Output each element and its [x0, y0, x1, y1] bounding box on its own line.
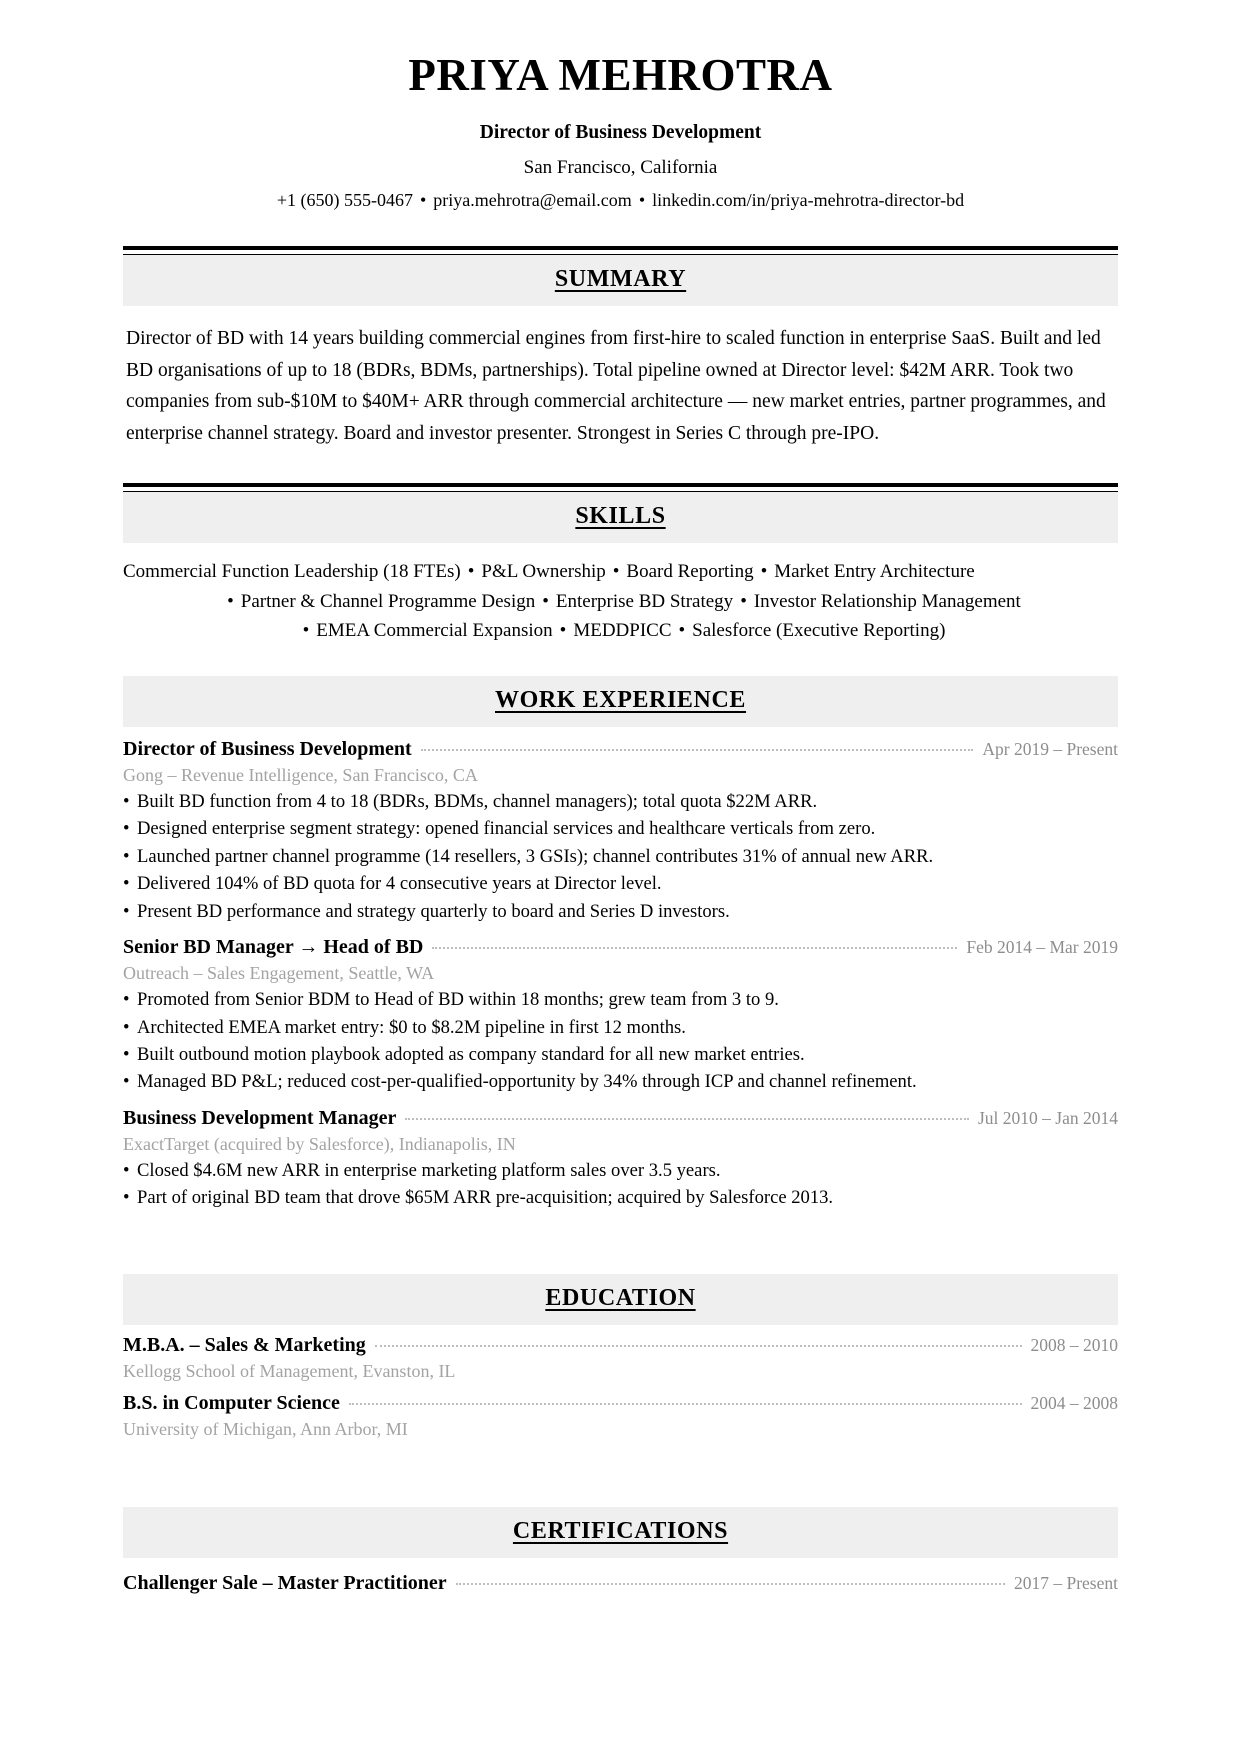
- dotted-leader: [432, 946, 957, 949]
- section-heading-summary: [123, 255, 1118, 306]
- experience-bullet: • Present BD performance and strategy quarterly to board and Series D investors.: [123, 899, 1118, 925]
- education-entry-header: [123, 1334, 1118, 1357]
- skill-separator: •: [467, 561, 475, 583]
- section-title-text: EDUCATION: [545, 1284, 696, 1311]
- skill-item: Market Entry Architecture: [774, 561, 975, 583]
- education-entry-header: [123, 1392, 1118, 1415]
- section-skills: [123, 483, 1118, 645]
- skill-item: Investor Relationship Management: [753, 590, 1021, 612]
- contact-separator-2: •: [638, 190, 646, 211]
- section-heading-skills: [123, 492, 1118, 543]
- dotted-leader: [421, 748, 974, 751]
- experience-company-location: Gong – Revenue Intelligence, San Francisco, CA: [123, 764, 478, 785]
- certification-entry-header: [123, 1572, 1118, 1595]
- experience-bullet-list: [123, 789, 1118, 925]
- section-heading-certifications: [123, 1507, 1118, 1558]
- section-title-text: SKILLS: [575, 503, 666, 530]
- section-title-text: SUMMARY: [554, 266, 687, 293]
- experience-bullet: • Closed $4.6M new ARR in enterprise marketing platform sales over 3.5 years.: [123, 1158, 1118, 1184]
- experience-job-title: Business Development Manager: [123, 1106, 397, 1129]
- education-degree: B.S. in Computer Science: [123, 1392, 340, 1415]
- skill-item: MEDDPICC: [573, 620, 672, 642]
- experience-date-range: Jul 2010 – Jan 2014: [978, 1107, 1118, 1128]
- section-title-text: WORK EXPERIENCE: [494, 686, 747, 713]
- experience-date-range: Feb 2014 – Mar 2019: [966, 936, 1118, 957]
- experience-bullet: • Architected EMEA market entry: $0 to $8.2M pipeline in first 12 months.: [123, 1015, 1118, 1041]
- experience-bullet: • Delivered 104% of BD quota for 4 consecutive years at Director level.: [123, 871, 1118, 897]
- education-entry: [123, 1334, 1118, 1383]
- skill-item: Commercial Function Leadership (18 FTEs): [123, 561, 461, 583]
- skill-item: Salesforce (Executive Reporting): [692, 620, 946, 642]
- skills-line: [123, 616, 1118, 645]
- education-entry: [123, 1392, 1118, 1441]
- contact-phone: +1 (650) 555-0467: [276, 190, 413, 211]
- candidate-location: San Francisco, California: [523, 156, 718, 178]
- skill-separator: •: [612, 561, 620, 583]
- education-degree: M.B.A. – Sales & Marketing: [123, 1333, 366, 1356]
- experience-bullet: • Built BD function from 4 to 18 (BDRs, BDMs, channel managers); total quota $22M ARR.: [123, 789, 1118, 815]
- experience-bullet-list: [123, 1158, 1118, 1212]
- skill-item: Board Reporting: [626, 561, 754, 583]
- dotted-leader: [405, 1117, 969, 1120]
- skill-item: P&L Ownership: [481, 561, 606, 583]
- experience-entry: [123, 738, 1118, 925]
- education-school-location: Kellogg School of Management, Evanston, IL: [123, 1360, 456, 1381]
- experience-entry-header: [123, 1107, 1118, 1130]
- dotted-leader: [456, 1582, 1005, 1585]
- experience-entry-header: [123, 936, 1118, 959]
- experience-entry-header: [123, 738, 1118, 761]
- education-date-range: 2004 – 2008: [1030, 1393, 1118, 1414]
- experience-bullet: • Built outbound motion playbook adopted as company standard for all new market entries.: [123, 1042, 1118, 1068]
- skill-separator: •: [678, 620, 686, 642]
- section-rule-skills: [123, 483, 1118, 492]
- skill-separator: •: [542, 590, 549, 612]
- experience-company-location: ExactTarget (acquired by Salesforce), Indianapolis, IN: [123, 1133, 516, 1154]
- skill-separator: •: [740, 590, 747, 612]
- section-title-text: CERTIFICATIONS: [512, 1518, 729, 1545]
- skill-separator: •: [559, 620, 567, 642]
- resume-content: [123, 0, 1118, 1595]
- contact-line: [123, 190, 1118, 212]
- certification-name: Challenger Sale – Master Practitioner: [123, 1572, 447, 1595]
- experience-bullet: • Promoted from Senior BDM to Head of BD within 18 months; grew team from 3 to 9.: [123, 987, 1118, 1013]
- section-heading-education: [123, 1274, 1118, 1325]
- skills-list: [123, 557, 1118, 645]
- candidate-job-title: Director of Business Development: [479, 122, 762, 144]
- section-education: [123, 1274, 1118, 1442]
- contact-separator-1: •: [419, 190, 427, 211]
- experience-job-title: Director of Business Development: [123, 737, 412, 760]
- experience-bullet: • Designed enterprise segment strategy: opened financial services and healthcare verticals from zero.: [123, 816, 1118, 842]
- candidate-name: PRIYA MEHROTRA: [408, 50, 833, 100]
- certification-date-range: 2017 – Present: [1013, 1573, 1118, 1594]
- experience-job-title: Senior BD Manager → Head of BD: [123, 935, 424, 958]
- dotted-leader: [349, 1402, 1022, 1405]
- experience-bullet: • Part of original BD team that drove $65M ARR pre-acquisition; acquired by Salesforce 2013.: [123, 1185, 1118, 1211]
- contact-email[interactable]: priya.mehrotra@email.com: [433, 190, 632, 211]
- experience-bullet: • Launched partner channel programme (14 resellers, 3 GSIs); channel contributes 31% of annual new ARR.: [123, 844, 1118, 870]
- experience-date-range: Apr 2019 – Present: [982, 738, 1118, 759]
- experience-company-location: Outreach – Sales Engagement, Seattle, WA: [123, 962, 435, 983]
- certification-entry: [123, 1572, 1118, 1595]
- skill-item: EMEA Commercial Expansion: [316, 620, 553, 642]
- contact-linkedin[interactable]: linkedin.com/in/priya-mehrotra-director-bd: [652, 190, 965, 211]
- skill-item: Enterprise BD Strategy: [555, 590, 734, 612]
- experience-entry: [123, 1107, 1118, 1212]
- dotted-leader: [375, 1344, 1022, 1347]
- skills-line: [123, 557, 1118, 586]
- section-heading-work-experience: [123, 676, 1118, 727]
- skills-line: [123, 587, 1118, 616]
- skill-separator: •: [760, 561, 768, 583]
- skill-separator: •: [227, 590, 234, 612]
- education-school-location: University of Michigan, Ann Arbor, MI: [123, 1419, 408, 1440]
- experience-bullet: • Managed BD P&L; reduced cost-per-qualified-opportunity by 34% through ICP and channel refinement.: [123, 1069, 1118, 1095]
- education-date-range: 2008 – 2010: [1030, 1334, 1118, 1355]
- section-certifications: [123, 1507, 1118, 1595]
- experience-bullet-list: [123, 987, 1118, 1096]
- resume-header: [123, 52, 1118, 212]
- section-summary: [123, 246, 1118, 449]
- skill-item: Partner & Channel Programme Design: [240, 590, 536, 612]
- skill-separator: •: [302, 620, 310, 642]
- section-work-experience: [123, 676, 1118, 1212]
- experience-entry: [123, 936, 1118, 1096]
- section-rule-summary: [123, 246, 1118, 255]
- summary-text: Director of BD with 14 years building commercial engines from first-hire to scaled function in enterprise SaaS. Built and led BD organisations of up to 18 (BDRs, BDMs, partnerships). Total pipeline owned at Director level: $42M ARR. Took two companies from sub-$10M to $40M+ ARR through commercial architecture — new market entries, partner programmes, and enterprise channel strategy. Board and investor presenter. Strongest in Series C through pre-IPO.: [126, 328, 1106, 444]
